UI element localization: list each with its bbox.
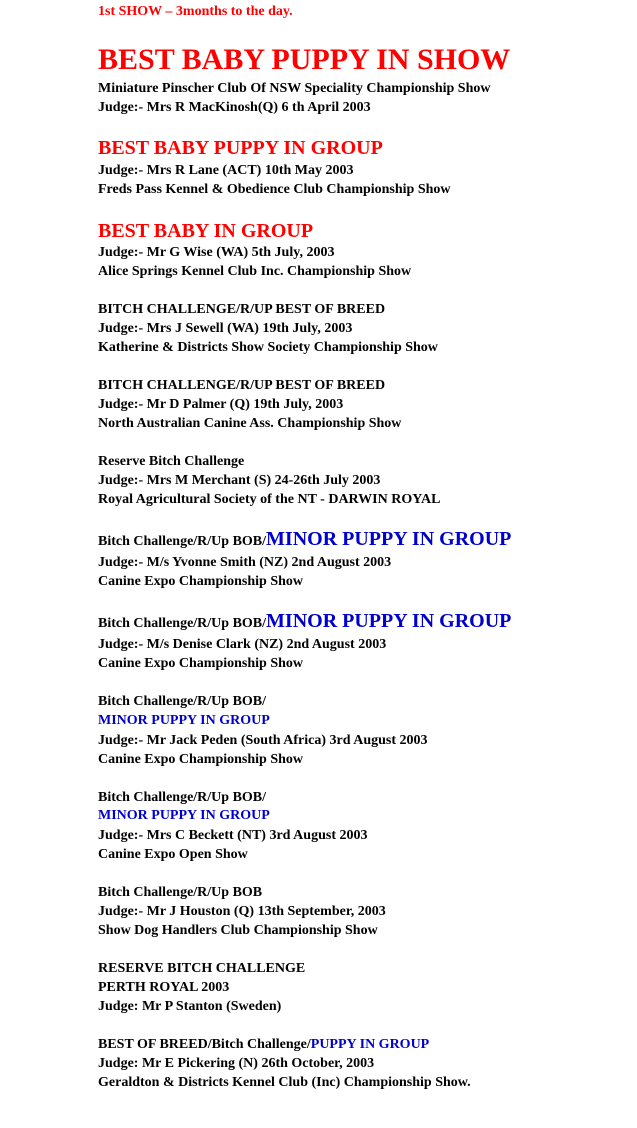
entry-5-line-1: Royal Agricultural Society of the NT - DARWIN ROYAL: [98, 492, 441, 507]
entry-6-line-1: Canine Expo Championship Show: [98, 574, 304, 589]
entry-4-title: BITCH CHALLENGE/R/UP BEST OF BREED: [98, 378, 386, 393]
entry-7-award: MINOR PUPPY IN GROUP: [266, 610, 512, 632]
entry-11-title: RESERVE BITCH CHALLENGE: [98, 961, 306, 976]
entry-9-line-0: Judge:- Mrs C Beckett (NT) 3rd August 2003: [98, 828, 368, 843]
entry-4-line-0: Judge:- Mr D Palmer (Q) 19th July, 2003: [98, 397, 344, 412]
entry-12-award: PUPPY IN GROUP: [310, 1037, 430, 1052]
entry-6-title: Bitch Challenge/R/Up BOB/: [98, 534, 267, 549]
entry-12-line-1: Geraldton & Districts Kennel Club (Inc) Championship Show.: [98, 1075, 471, 1090]
entry-12-title-row: [98, 1036, 429, 1054]
entry-3-line-0: Judge:- Mrs J Sewell (WA) 19th July, 2003: [98, 321, 353, 336]
entry-10-line-1: Show Dog Handlers Club Championship Show: [98, 923, 378, 938]
entry-6-title-row: [98, 530, 511, 551]
entry-12-line-0: Judge: Mr E Pickering (N) 26th October, 2003: [98, 1056, 375, 1071]
entry-10-title: Bitch Challenge/R/Up BOB: [98, 885, 263, 900]
award-title-best-baby-puppy-in-group: BEST BABY PUPPY IN GROUP: [98, 137, 383, 159]
entry-11-line-0: PERTH ROYAL 2003: [98, 980, 230, 995]
entry-9-award: MINOR PUPPY IN GROUP: [98, 808, 270, 823]
intro-line: 1st SHOW – 3months to the day.: [98, 4, 293, 19]
entry-8-line-0: Judge:- Mr Jack Peden (South Africa) 3rd August 2003: [98, 733, 428, 748]
entry-6-award: MINOR PUPPY IN GROUP: [266, 528, 512, 550]
entry-10-line-0: Judge:- Mr J Houston (Q) 13th September, 2003: [98, 904, 386, 919]
entry-3-line-1: Katherine & Districts Show Society Championship Show: [98, 340, 438, 355]
entry-6-line-0: Judge:- M/s Yvonne Smith (NZ) 2nd August 2003: [98, 555, 392, 570]
award-title-best-baby-in-group: BEST BABY IN GROUP: [98, 220, 314, 242]
entry-9-title: Bitch Challenge/R/Up BOB/: [98, 790, 267, 805]
entry-4-line-1: North Australian Canine Ass. Championship Show: [98, 416, 402, 431]
entry-11-line-1: Judge: Mr P Stanton (Sweden): [98, 999, 282, 1014]
entry-1-line-0: Judge:- Mrs R Lane (ACT) 10th May 2003: [98, 163, 354, 178]
entry-2-line-1: Alice Springs Kennel Club Inc. Championship Show: [98, 264, 412, 279]
entry-8-line-1: Canine Expo Championship Show: [98, 752, 304, 767]
entry-5-line-0: Judge:- Mrs M Merchant (S) 24-26th July 2003: [98, 473, 381, 488]
entry-8-title: Bitch Challenge/R/Up BOB/: [98, 694, 267, 709]
entry-7-title-row: [98, 612, 511, 633]
entry-2-line-0: Judge:- Mr G Wise (WA) 5th July, 2003: [98, 245, 335, 260]
award-title-best-baby-puppy-in-show: BEST BABY PUPPY IN SHOW: [98, 43, 511, 76]
entry-12-title: BEST OF BREED/Bitch Challenge/: [98, 1037, 311, 1052]
entry-5-title: Reserve Bitch Challenge: [98, 454, 245, 469]
entry-3-title: BITCH CHALLENGE/R/UP BEST OF BREED: [98, 302, 386, 317]
entry-0-line-1: Judge:- Mrs R MacKinosh(Q) 6 th April 2003: [98, 100, 371, 115]
entry-1-line-1: Freds Pass Kennel & Obedience Club Championship Show: [98, 182, 451, 197]
entry-9-line-1: Canine Expo Open Show: [98, 847, 248, 862]
entry-8-award: MINOR PUPPY IN GROUP: [98, 713, 270, 728]
entry-0-line-0: Miniature Pinscher Club Of NSW Speciality Championship Show: [98, 81, 491, 96]
entry-7-line-0: Judge:- M/s Denise Clark (NZ) 2nd August 2003: [98, 637, 387, 652]
entry-7-title: Bitch Challenge/R/Up BOB/: [98, 616, 267, 631]
entry-7-line-1: Canine Expo Championship Show: [98, 656, 304, 671]
